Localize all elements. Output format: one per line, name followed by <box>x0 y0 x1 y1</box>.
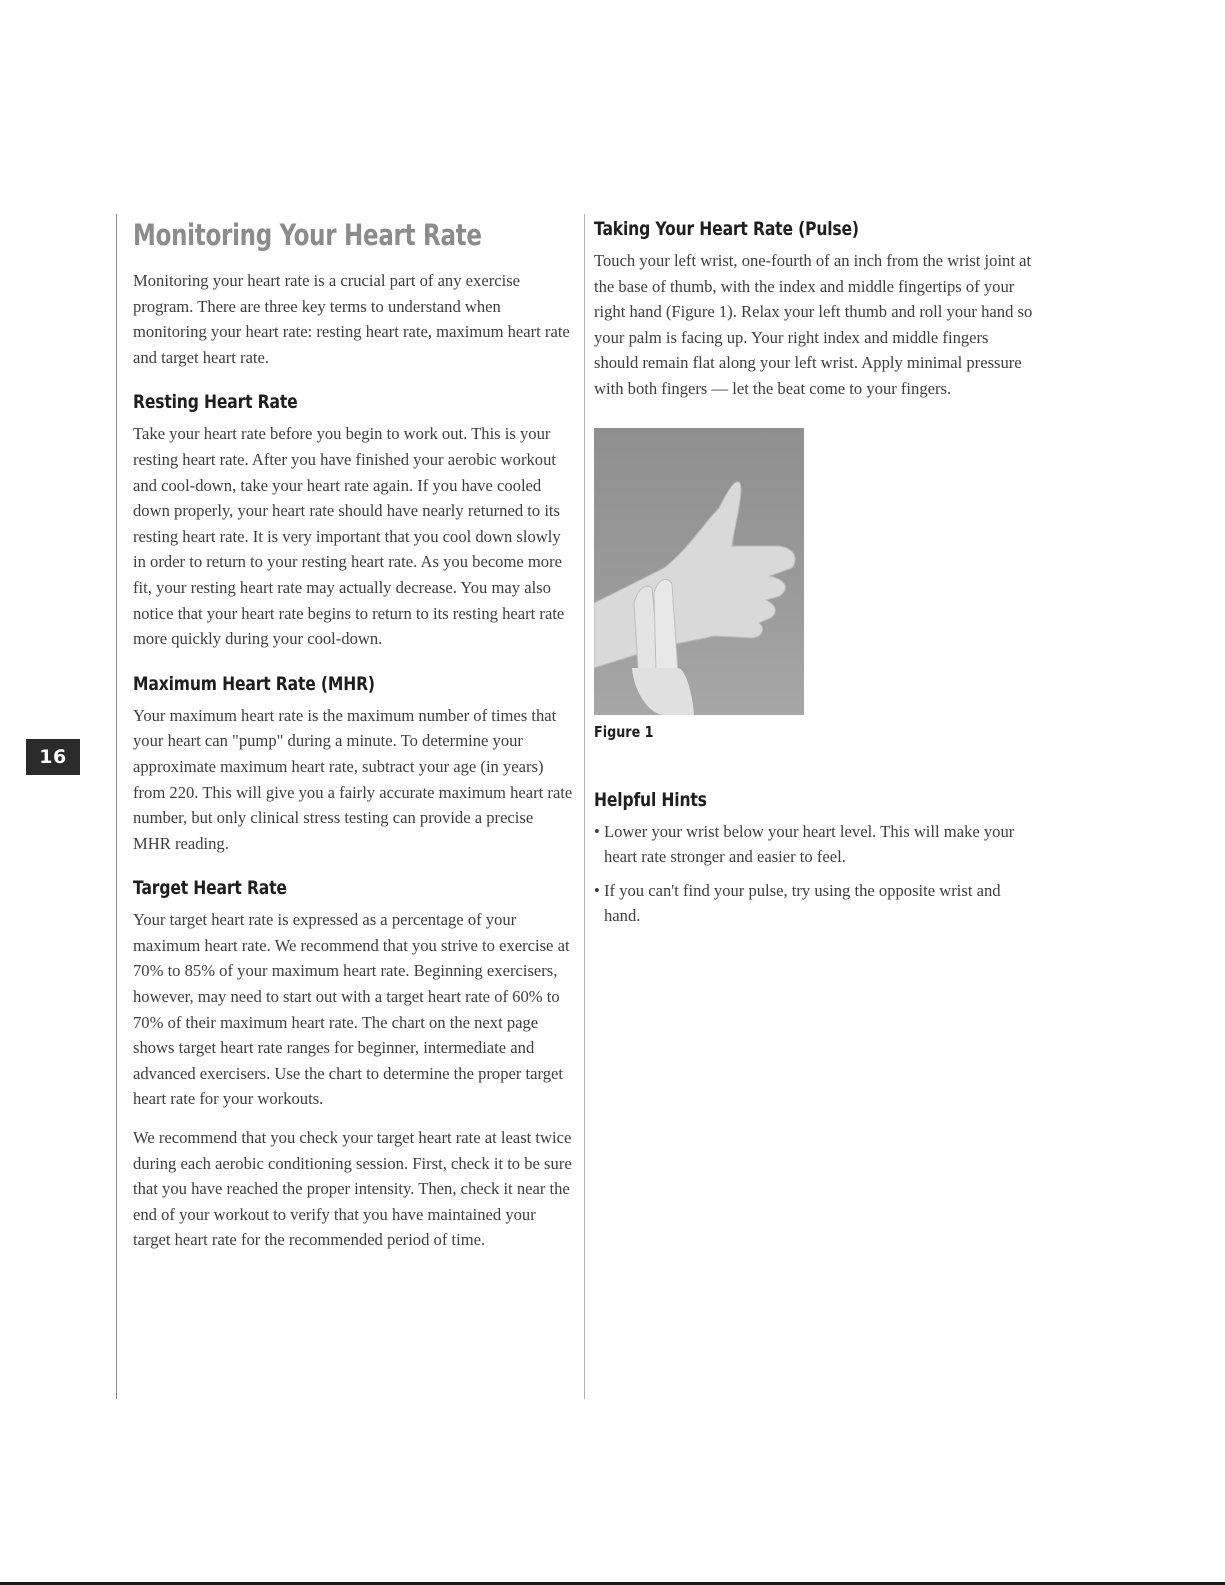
bullet-glyph: • <box>594 821 600 841</box>
pulse-heading: Taking Your Heart Rate (Pulse) <box>594 218 859 240</box>
list-item <box>594 878 1034 929</box>
resting-heading: Resting Heart Rate <box>133 391 298 414</box>
page-title: Monitoring Your Heart Rate <box>133 218 482 252</box>
column-divider-rule <box>584 214 585 1399</box>
target-section <box>133 877 573 1253</box>
wrist-pulse-photo <box>594 428 804 715</box>
pulse-paragraph: Touch your left wrist, one-fourth of an inch from the wrist joint at the base of thumb, with the index and middle fingertips of your right hand (Figure 1). Relax your left thumb and roll your hand so your palm is facing up. Your right index and middle fingers should remain flat along your left wrist. Apply minimal pressure with both fingers — let the beat come to your fingers. <box>594 251 1033 398</box>
hand-illustration <box>594 428 804 715</box>
intro-paragraph: Monitoring your heart rate is a crucial part of any exercise program. There are three key terms to understand when monitoring your heart rate: resting heart rate, maximum heart rate and target heart rate. <box>133 271 570 367</box>
page-number-tab: 16 <box>26 739 80 775</box>
target-heading: Target Heart Rate <box>133 877 287 900</box>
hints-heading: Helpful Hints <box>594 788 707 811</box>
maximum-heading: Maximum Heart Rate (MHR) <box>133 672 375 695</box>
bullet-glyph: • <box>594 880 600 900</box>
left-margin-rule <box>116 214 117 1399</box>
list-item <box>594 819 1034 870</box>
figure-caption: Figure 1 <box>594 722 654 741</box>
resting-paragraph: Take your heart rate before you begin to work out. This is your resting heart rate. After you have finished your aerobic workout and cool-down, take your heart rate again. If you have cooled down properly, your heart rate should have nearly returned to its resting heart rate. It is very important that you cool down slowly in order to return to your resting heart rate. As you become more fit, your resting heart rate may actually decrease. You may also notice that your heart rate begins to return to its resting heart rate more quickly during your cool-down. <box>133 424 565 649</box>
resting-section <box>133 391 573 651</box>
target-paragraph-1: Your target heart rate is expressed as a percentage of your maximum heart rate. We recommend that you strive to exercise at 70% to 85% of your maximum heart rate. Beginning exercisers, however, may need to start out with a target heart rate of 60% to 70% of their maximum heart rate. The chart on the next page shows target heart rate ranges for beginner, intermediate and advanced exercisers. Use the chart to determine the proper target heart rate for your workouts. <box>133 910 570 1109</box>
right-column <box>594 218 1034 937</box>
hint-text: If you can't find your pulse, try using the opposite wrist and hand. <box>604 880 1001 926</box>
left-column <box>133 218 573 1253</box>
hints-list <box>594 819 1034 929</box>
maximum-paragraph: Your maximum heart rate is the maximum number of times that your heart can "pump" during a minute. To determine your approximate maximum heart rate, subtract your age (in years) from 220. This will give you a fairly accurate maximum heart rate number, but only clinical stress testing can provide a precise MHR reading. <box>133 705 573 853</box>
hint-text: Lower your wrist below your heart level. This will make your heart rate stronger and easier to feel. <box>604 821 1015 867</box>
target-paragraph-2: We recommend that you check your target heart rate at least twice during each aerobic conditioning session. First, check it to be sure that you have reached the proper intensity. Then, check it near the end of your workout to verify that you have maintained your target heart rate for the recommended period of time. <box>133 1128 572 1250</box>
maximum-section <box>133 673 573 857</box>
